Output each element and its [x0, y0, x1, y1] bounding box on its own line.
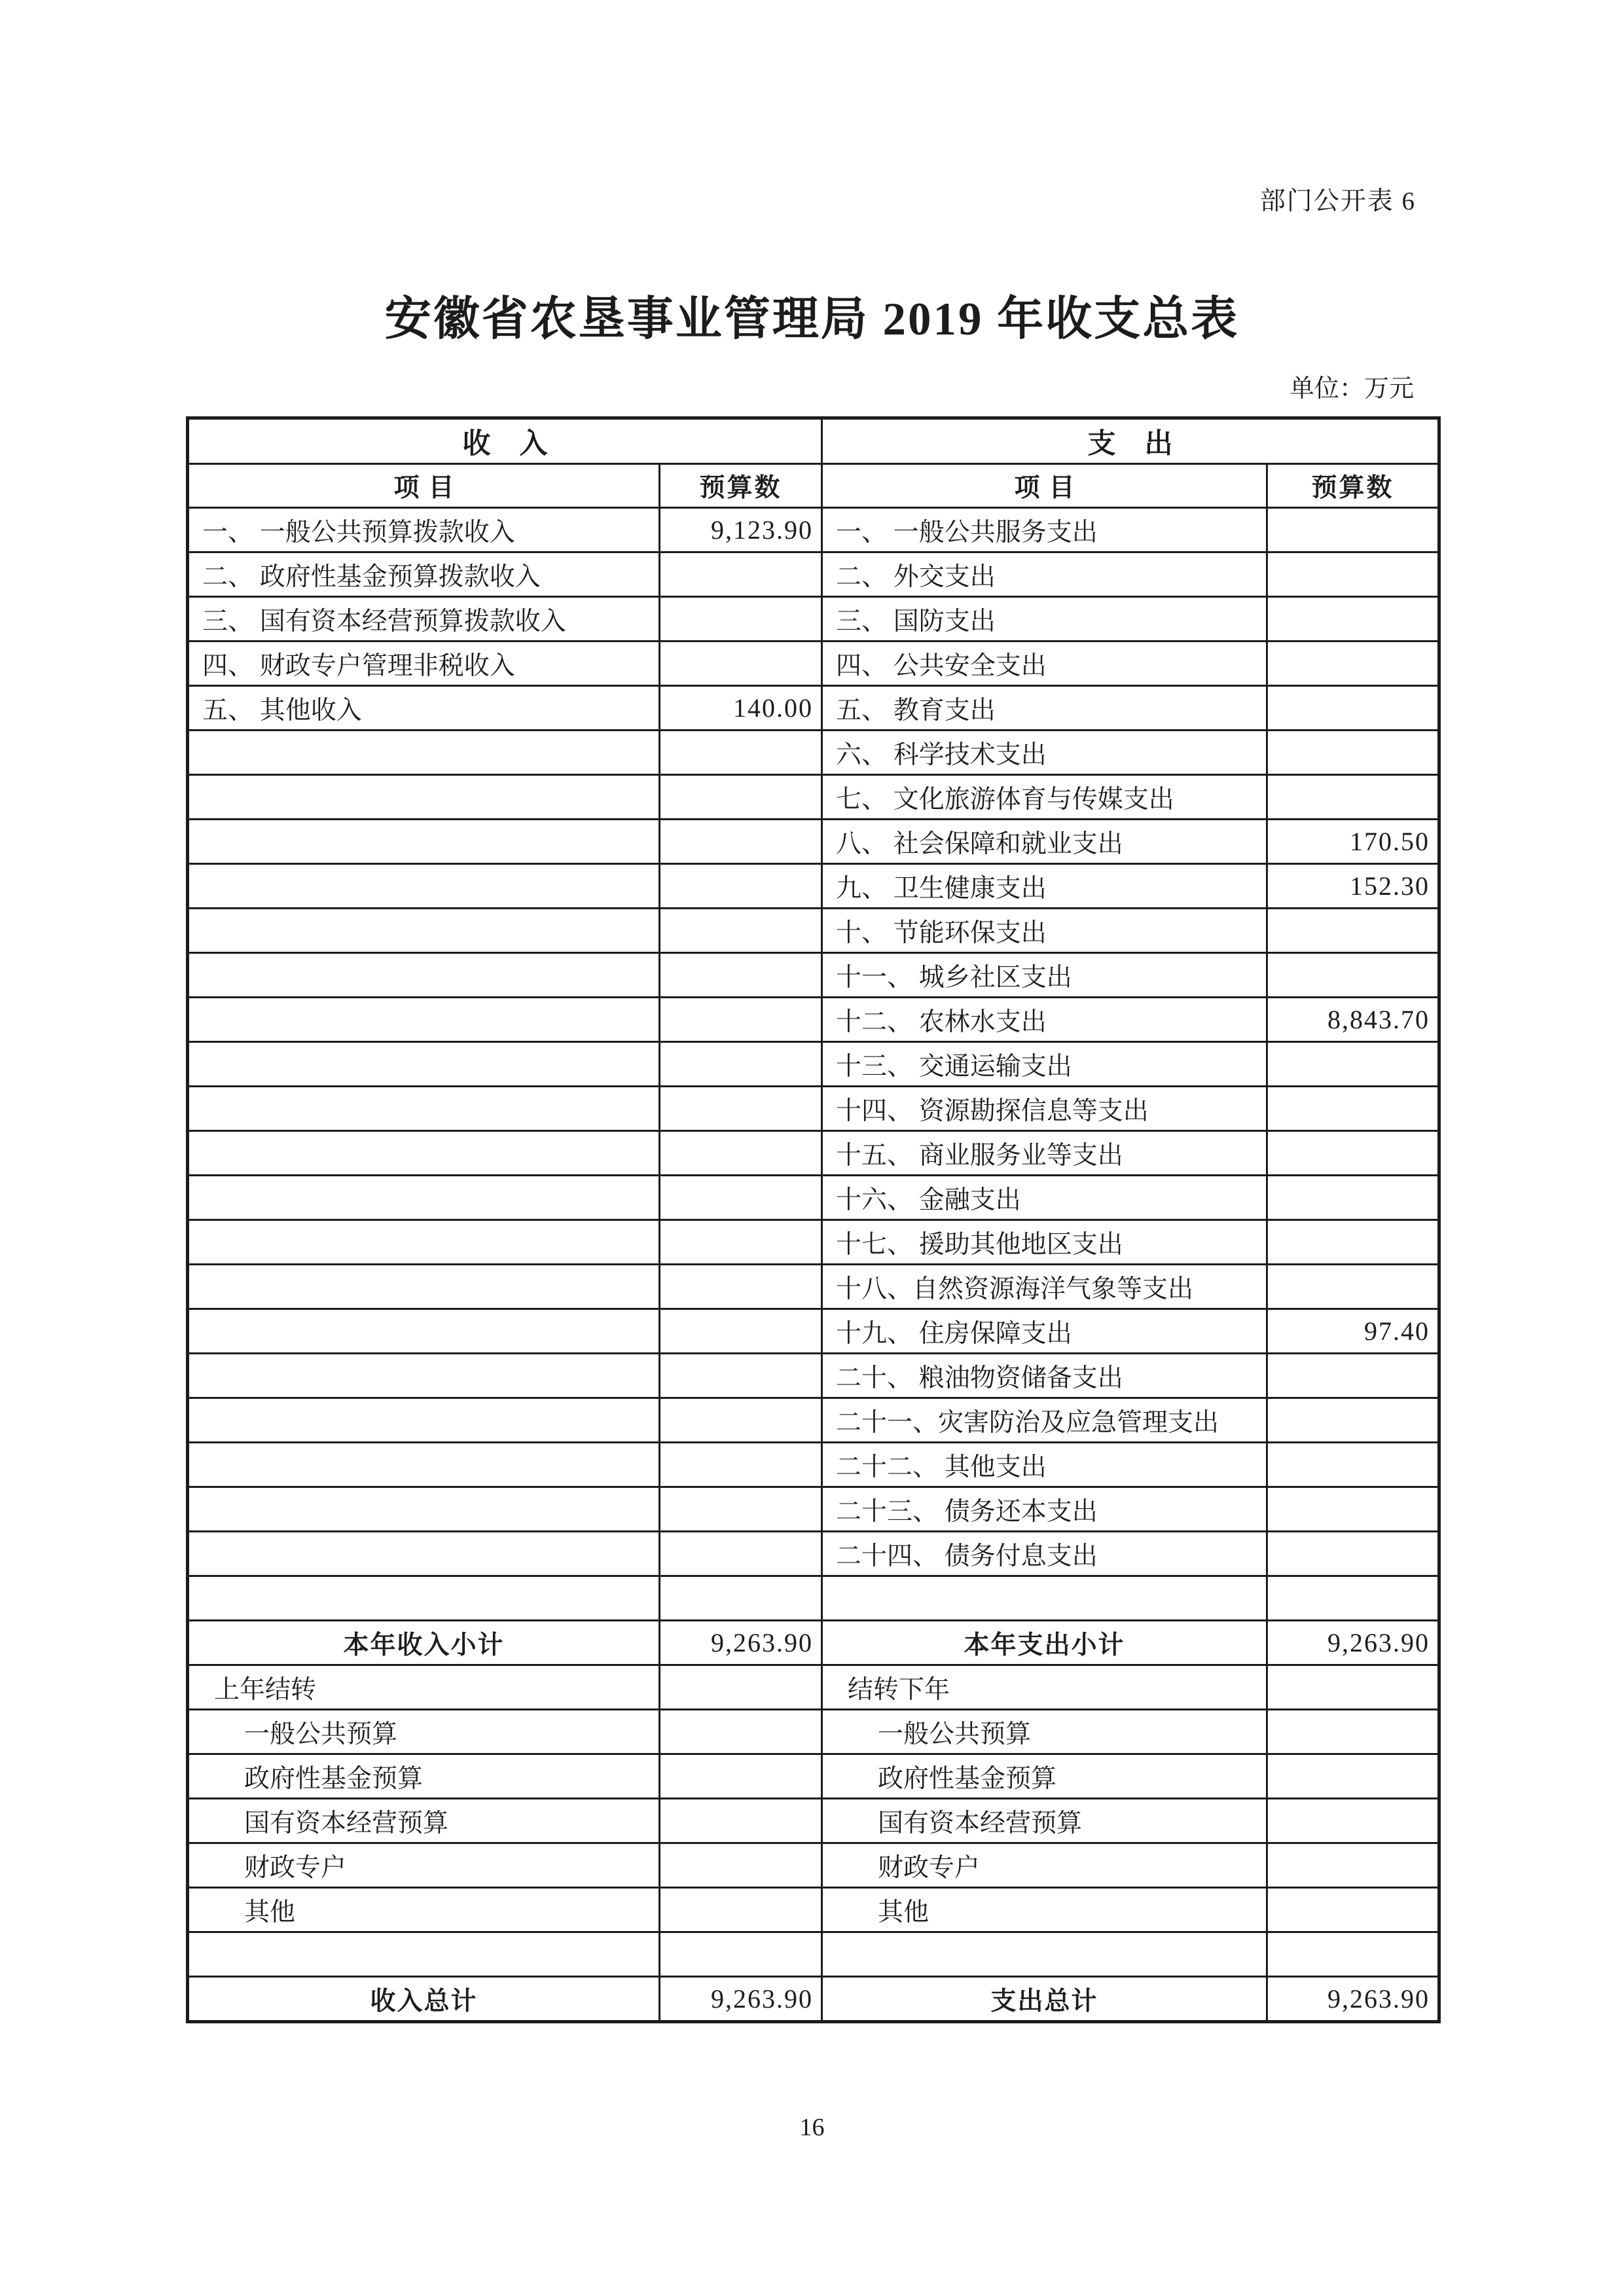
expense-item-cell: 二十四、 债务付息支出: [822, 1532, 1267, 1576]
expense-value-cell: [1267, 1443, 1439, 1487]
income-item-cell: [188, 1087, 660, 1131]
expense-value-cell: [1267, 597, 1439, 642]
table-row: [188, 1799, 1439, 1843]
table-row: [188, 597, 1439, 642]
corner-table-label: 部门公开表 6: [1259, 187, 1416, 215]
income-value-cell: [660, 1487, 822, 1532]
table-row: [188, 731, 1439, 775]
income-value-cell: [660, 820, 822, 864]
income-item-cell: [188, 1309, 660, 1354]
income-value-cell: [660, 998, 822, 1042]
table-row: [188, 1131, 1439, 1176]
income-item-cell: 国有资本经营预算: [188, 1799, 660, 1843]
unit-label-row: [186, 368, 1437, 404]
expense-item-cell: 十九、 住房保障支出: [822, 1309, 1267, 1354]
expense-value-cell: [1267, 1354, 1439, 1398]
expense-item-cell: 国有资本经营预算: [822, 1799, 1267, 1843]
table-row: [188, 1532, 1439, 1576]
table-row: [188, 1354, 1439, 1398]
expense-value-cell: [1267, 1754, 1439, 1799]
expense-value-cell: [1267, 686, 1439, 731]
income-item-cell: [188, 1131, 660, 1176]
expense-item-cell: 二十一、灾害防治及应急管理支出: [822, 1398, 1267, 1443]
income-value-cell: [660, 642, 822, 686]
income-value-cell: [660, 1220, 822, 1265]
income-item-cell: 上年结转: [188, 1665, 660, 1710]
expense-value-cell: [1267, 953, 1439, 998]
table-row: [188, 1888, 1439, 1932]
income-value-cell: [660, 1309, 822, 1354]
income-item-cell: [188, 1265, 660, 1309]
income-item-cell: [188, 1354, 660, 1398]
expense-value-cell: 9,263.90: [1267, 1621, 1439, 1665]
table-row: [188, 1443, 1439, 1487]
table-row: [188, 1932, 1439, 1977]
income-item-column-header: 项目: [188, 464, 660, 508]
expense-value-cell: 170.50: [1267, 820, 1439, 864]
income-item-cell: 一、 一般公共预算拨款收入: [188, 508, 660, 552]
income-value-cell: [660, 1888, 822, 1932]
expense-item-cell: 二十二、 其他支出: [822, 1443, 1267, 1487]
income-item-cell: [188, 1042, 660, 1087]
table-row: [188, 686, 1439, 731]
income-value-cell: [660, 864, 822, 909]
income-item-cell: [188, 1443, 660, 1487]
expense-value-cell: [1267, 775, 1439, 820]
table-row: [188, 1042, 1439, 1087]
expense-item-cell: 四、 公共安全支出: [822, 642, 1267, 686]
expense-value-cell: [1267, 1799, 1439, 1843]
table-row: [188, 1176, 1439, 1220]
table-row: [188, 1621, 1439, 1665]
table-row: [188, 820, 1439, 864]
page-number: 16: [799, 2114, 825, 2141]
table-row: [188, 1843, 1439, 1888]
income-item-cell: 五、 其他收入: [188, 686, 660, 731]
table-row: [188, 1576, 1439, 1621]
table-row: [188, 864, 1439, 909]
expense-item-column-header: 项目: [822, 464, 1267, 508]
expense-value-cell: [1267, 1265, 1439, 1309]
expense-item-cell: 六、 科学技术支出: [822, 731, 1267, 775]
expense-item-cell: 十三、 交通运输支出: [822, 1042, 1267, 1087]
expense-value-cell: [1267, 1220, 1439, 1265]
table-row: [188, 1710, 1439, 1754]
expense-item-cell: 一、 一般公共服务支出: [822, 508, 1267, 552]
expense-item-cell: 支出总计: [822, 1977, 1267, 2022]
expense-item-cell: 十四、 资源勘探信息等支出: [822, 1087, 1267, 1131]
income-item-cell: 本年收入小计: [188, 1621, 660, 1665]
expense-item-cell: 本年支出小计: [822, 1621, 1267, 1665]
expense-value-cell: [1267, 1932, 1439, 1977]
income-item-cell: [188, 953, 660, 998]
income-item-cell: [188, 909, 660, 953]
income-item-cell: [188, 998, 660, 1042]
expense-item-cell: [822, 1576, 1267, 1621]
expense-item-cell: 十一、 城乡社区支出: [822, 953, 1267, 998]
income-value-cell: 140.00: [660, 686, 822, 731]
page-title: 安徽省农垦事业管理局 2019 年收支总表: [384, 294, 1240, 345]
income-value-cell: [660, 953, 822, 998]
section-header-row: [188, 418, 1439, 464]
expense-value-cell: [1267, 642, 1439, 686]
table-row: [188, 1487, 1439, 1532]
income-item-cell: 一般公共预算: [188, 1710, 660, 1754]
income-value-cell: [660, 552, 822, 597]
unit-label: 单位：万元: [1289, 375, 1414, 403]
expense-item-cell: 九、 卫生健康支出: [822, 864, 1267, 909]
income-value-cell: [660, 1576, 822, 1621]
expense-value-cell: [1267, 1532, 1439, 1576]
income-value-cell: [660, 731, 822, 775]
income-value-cell: [660, 1932, 822, 1977]
expense-value-cell: 97.40: [1267, 1309, 1439, 1354]
expense-item-cell: 三、 国防支出: [822, 597, 1267, 642]
income-value-cell: [660, 1710, 822, 1754]
expense-value-cell: 9,263.90: [1267, 1977, 1439, 2022]
table-row: [188, 642, 1439, 686]
income-item-cell: 四、 财政专户管理非税收入: [188, 642, 660, 686]
expense-value-cell: [1267, 1087, 1439, 1131]
income-item-cell: 收入总计: [188, 1977, 660, 2022]
expense-value-cell: [1267, 1487, 1439, 1532]
income-item-cell: [188, 731, 660, 775]
income-value-cell: [660, 1265, 822, 1309]
income-value-cell: 9,263.90: [660, 1977, 822, 2022]
expense-value-cell: [1267, 1665, 1439, 1710]
income-value-cell: [660, 1843, 822, 1888]
expense-value-cell: [1267, 1176, 1439, 1220]
expense-value-cell: [1267, 909, 1439, 953]
expense-budget-column-header: 预算数: [1267, 464, 1439, 508]
expense-item-cell: 结转下年: [822, 1665, 1267, 1710]
income-item-cell: [188, 864, 660, 909]
income-item-cell: [188, 1220, 660, 1265]
income-item-cell: 政府性基金预算: [188, 1754, 660, 1799]
income-value-cell: [660, 1131, 822, 1176]
expense-value-cell: [1267, 1888, 1439, 1932]
income-value-cell: [660, 597, 822, 642]
income-value-cell: 9,263.90: [660, 1621, 822, 1665]
table-row: [188, 1220, 1439, 1265]
expense-item-cell: 五、 教育支出: [822, 686, 1267, 731]
expense-item-cell: 十八、自然资源海洋气象等支出: [822, 1265, 1267, 1309]
income-value-cell: [660, 1665, 822, 1710]
budget-summary-table: [186, 416, 1441, 2023]
expense-item-cell: 政府性基金预算: [822, 1754, 1267, 1799]
expense-item-cell: 十五、 商业服务业等支出: [822, 1131, 1267, 1176]
table-row: [188, 1265, 1439, 1309]
income-item-cell: 二、 政府性基金预算拨款收入: [188, 552, 660, 597]
table-row: [188, 1398, 1439, 1443]
income-budget-column-header: 预算数: [660, 464, 822, 508]
table-row: [188, 1087, 1439, 1131]
income-value-cell: [660, 1754, 822, 1799]
income-item-cell: [188, 1398, 660, 1443]
expense-value-cell: [1267, 1576, 1439, 1621]
income-value-cell: [660, 1532, 822, 1576]
table-row: [188, 953, 1439, 998]
expense-item-cell: 十二、 农林水支出: [822, 998, 1267, 1042]
expense-item-cell: 十、 节能环保支出: [822, 909, 1267, 953]
income-item-cell: 三、 国有资本经营预算拨款收入: [188, 597, 660, 642]
income-value-cell: [660, 1398, 822, 1443]
expense-value-cell: [1267, 1398, 1439, 1443]
expense-item-cell: 八、 社会保障和就业支出: [822, 820, 1267, 864]
table-row: [188, 1754, 1439, 1799]
table-row: [188, 909, 1439, 953]
income-item-cell: 其他: [188, 1888, 660, 1932]
expense-item-cell: 其他: [822, 1888, 1267, 1932]
income-item-cell: [188, 1576, 660, 1621]
table-row: [188, 508, 1439, 552]
expense-item-cell: 一般公共预算: [822, 1710, 1267, 1754]
expense-value-cell: 8,843.70: [1267, 998, 1439, 1042]
expense-value-cell: [1267, 1042, 1439, 1087]
expense-value-cell: [1267, 508, 1439, 552]
income-value-cell: [660, 909, 822, 953]
income-value-cell: [660, 1176, 822, 1220]
table-row: [188, 1309, 1439, 1354]
expense-value-cell: [1267, 731, 1439, 775]
expense-item-cell: 七、 文化旅游体育与传媒支出: [822, 775, 1267, 820]
income-value-cell: [660, 775, 822, 820]
expense-section-header: 支出: [822, 418, 1439, 464]
income-item-cell: [188, 1532, 660, 1576]
expense-value-cell: 152.30: [1267, 864, 1439, 909]
table-row: [188, 1665, 1439, 1710]
income-value-cell: [660, 1443, 822, 1487]
column-header-row: [188, 464, 1439, 508]
income-value-cell: [660, 1087, 822, 1131]
income-value-cell: [660, 1799, 822, 1843]
income-item-cell: 财政专户: [188, 1843, 660, 1888]
income-item-cell: [188, 775, 660, 820]
table-row: [188, 1977, 1439, 2022]
income-item-cell: [188, 1487, 660, 1532]
expense-item-cell: 财政专户: [822, 1843, 1267, 1888]
expense-item-cell: 十七、 援助其他地区支出: [822, 1220, 1267, 1265]
income-item-cell: [188, 1176, 660, 1220]
table-row: [188, 552, 1439, 597]
expense-item-cell: [822, 1932, 1267, 1977]
expense-value-cell: [1267, 552, 1439, 597]
expense-item-cell: 二十、 粮油物资储备支出: [822, 1354, 1267, 1398]
income-value-cell: 9,123.90: [660, 508, 822, 552]
expense-item-cell: 二、 外交支出: [822, 552, 1267, 597]
income-item-cell: [188, 1932, 660, 1977]
income-value-cell: [660, 1042, 822, 1087]
expense-value-cell: [1267, 1843, 1439, 1888]
income-item-cell: [188, 820, 660, 864]
table-row: [188, 775, 1439, 820]
expense-item-cell: 二十三、 债务还本支出: [822, 1487, 1267, 1532]
table-row: [188, 998, 1439, 1042]
expense-item-cell: 十六、 金融支出: [822, 1176, 1267, 1220]
expense-value-cell: [1267, 1710, 1439, 1754]
expense-value-cell: [1267, 1131, 1439, 1176]
income-section-header: 收入: [188, 418, 822, 464]
income-value-cell: [660, 1354, 822, 1398]
